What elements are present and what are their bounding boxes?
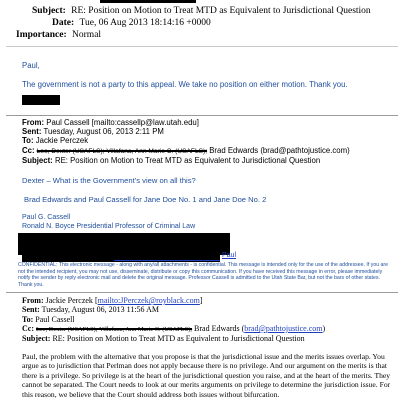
msg2-subject-row <box>22 156 350 165</box>
msg2-confidential: CONFIDENTIAL: This electronic message - along with any/all attachments - is confidential. This message is intended only for the use of the addressee. If you are not the intended recipient, you may not use, disseminate, distribute or copy this communication. If you have received this message in error, please immediately notify the sender by reply electronic mail and delete the original message. Professor Cassell is admitted to the Utah State Bar, but not the bars of other states. Thank you. <box>18 262 389 288</box>
message-separator-2 <box>6 292 398 293</box>
msg3-to-label: To: <box>22 314 34 324</box>
msg2-cc-row <box>22 146 350 156</box>
msg2-to: Jackie Perczek <box>35 136 89 146</box>
header-divider <box>6 46 398 47</box>
msg3-sent-label: Sent: <box>22 305 40 315</box>
msg3-to-row <box>22 315 325 324</box>
msg1-importance-row <box>16 30 101 41</box>
msg2-sig-title: Ronald N. Boyce Presidential Professor of Criminal Law <box>22 223 196 230</box>
msg2-from-row <box>22 118 350 127</box>
msg2-sig-name: Paul G. Cassell <box>22 214 71 221</box>
msg3-subject-label: Subject: <box>22 334 51 344</box>
msg1-importance: Normal <box>72 30 102 40</box>
msg3-sent-row <box>22 305 325 314</box>
msg1-date-row <box>52 18 211 29</box>
msg3-subject-row <box>22 334 325 343</box>
msg2-cc-label: Cc: <box>22 145 35 155</box>
msg1-subject: RE: Position on Motion to Treat MTD as Equivalent to Jurisdictional Question <box>71 6 371 16</box>
msg1-date: Tue, 06 Aug 2013 18:14:16 +0000 <box>79 18 211 28</box>
msg2-to-row <box>22 136 350 145</box>
msg3-cc-label: Cc: <box>22 323 34 333</box>
msg2-cc-struck: Lee, Dexter (USAFLS); Villafana, Ann Marie C. (USAFLS); <box>36 147 208 155</box>
msg2-from: Paul Cassell [mailto:cassellp@law.utah.edu] <box>46 118 199 127</box>
msg3-from-label: From: <box>22 296 44 305</box>
msg2-cc: Brad Edwards (brad@pathtojustice.com) <box>209 145 350 155</box>
msg3-from-row: From: Jackie Perczek [mailto:JPerczek@royblack.com] <box>22 296 203 305</box>
msg2-line2: Brad Edwards and Paul Cassell for Jane Doe No. 1 and Jane Doe No. 2 <box>24 195 267 204</box>
top-redaction <box>100 0 196 3</box>
sig-link[interactable]: Paul <box>222 252 237 259</box>
msg2-to-label: To: <box>22 136 34 146</box>
msg1-importance-label: Importance: <box>16 30 67 40</box>
msg3-from-link[interactable]: mailto:JPerczek@royblack.com <box>97 296 200 305</box>
msg3-body: Paul, the problem with the alternative that you propose is that the jurisdictional issue and the merits issues overlap. You argue as to jurisdiction that Perlman does not apply because there is no privilege. And our argument on the merits is that there is a privilege. So privilege is at the heart of the jurisdictional question you raise, and at the heart of the merits. They cannot be separated. The Court needs to look at our merits arguments on privilege to determine the jurisdiction issue. For this reason, we believe that the Court should address both issues without bifurcation. <box>22 352 391 399</box>
msg1-subject-label: Subject: <box>32 6 66 16</box>
msg3-to: Paul Cassell <box>35 314 75 324</box>
msg2-sent-label: Sent: <box>22 127 42 137</box>
msg3-from-name: Jackie Perczek <box>45 296 93 305</box>
msg2-subject-label: Subject: <box>22 155 53 165</box>
msg3-cc-link[interactable]: brad@pathtojustice.com <box>244 323 323 333</box>
msg3-cc-name: Brad Edwards <box>194 323 240 333</box>
msg2-line1: Dexter – What is the Government’s view on all this? <box>22 176 196 185</box>
msg1-date-label: Date: <box>52 18 75 28</box>
msg2-header <box>22 118 350 165</box>
message-separator-1 <box>6 115 398 116</box>
msg3-sent: Tuesday, August 06, 2013 11:56 AM <box>41 305 159 315</box>
msg3-header <box>22 296 325 343</box>
signature-redaction <box>22 95 60 105</box>
msg2-sent: Tuesday, August 06, 2013 2:11 PM <box>43 127 164 137</box>
msg1-body: The government is not a party to this appeal. We take no position on either motion. Thank you. <box>22 80 348 89</box>
signature-block-redaction <box>18 233 230 255</box>
msg3-subject: RE: Position on Motion to Treat MTD as Equivalent to Jurisdictional Question <box>52 334 305 344</box>
msg2-subject: RE: Position on Motion to Treat MTD as Equivalent to Jurisdictional Question <box>54 155 321 165</box>
msg2-sent-row <box>22 127 350 136</box>
msg2-from-label: From: <box>22 118 45 127</box>
msg3-cc-row: Cc: Lee, Dexter (USAFLS); Villafana, Ann Marie C. (USAFLS); Brad Edwards (brad@pathtojustice.com) <box>22 323 326 333</box>
msg1-greeting: Paul, <box>22 61 40 70</box>
msg1-subject-row <box>32 6 371 17</box>
msg3-cc-struck: Lee, Dexter (USAFLS); Villafana, Ann Marie C. (USAFLS); <box>36 325 193 333</box>
sig-underline <box>114 260 220 261</box>
